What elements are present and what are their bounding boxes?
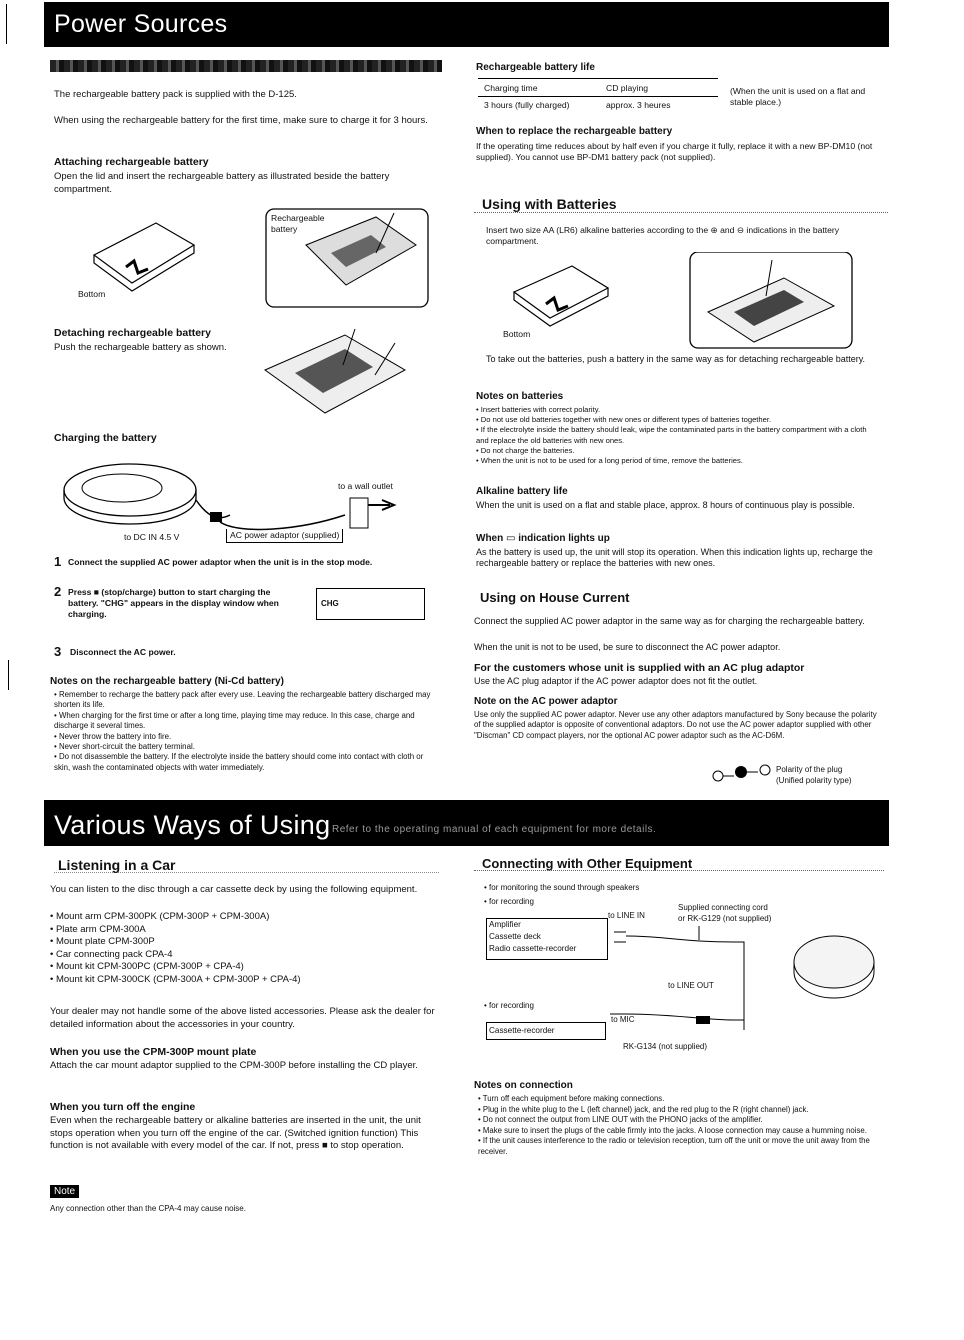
table-rule-top bbox=[478, 78, 718, 79]
list-item: • Do not connect the output from LINE OUT with the PHONO jacks of the amplifier. bbox=[478, 1115, 878, 1126]
connect-bullet-monitoring-text: for monitoring the sound through speakers bbox=[489, 883, 640, 892]
replace-heading: When to replace the rechargeable battery bbox=[476, 126, 673, 137]
ac-note-text: Use only the supplied AC power adaptor. Never use any other adaptors manufactured by Sony because the polarity of the supplied adaptor is opposite of conventional adaptors. Do not use the AC power adaptor supplied with other "Discman" CD compact players, nor the optional AC power adaptor such as the AC-D6M. bbox=[474, 710, 877, 740]
list-item: • Plate arm CPM-300A bbox=[50, 924, 440, 937]
label-supplied-cord: Supplied connecting cord bbox=[678, 903, 768, 912]
engine-text: Even when the rechargeable battery or alkaline batteries are inserted in the unit, the unit stops operation when you turn off the engine of the car. (Switched ignition function) This function is not available with every model of the car. If not, press ■ to stop operation. bbox=[50, 1115, 421, 1151]
list-item: • Remember to recharge the battery pack after every use. Leaving the rechargeable battery discharged may shorten its life. bbox=[54, 690, 432, 711]
replace-text: If the operating time reduces about by half even if you charge it fully, replace it with a new BP-DM10 (not supplied). You cannot use BP-DM1 battery pack (not supplied). bbox=[476, 141, 873, 162]
connect-bullet-recording-2: • for recording bbox=[484, 1001, 534, 1010]
engine-heading: When you turn off the engine bbox=[50, 1101, 196, 1113]
notes-connection-list bbox=[478, 1094, 878, 1158]
batteries-illustration bbox=[504, 252, 860, 352]
indication-text: As the battery is used up, the unit will stop its operation. When this indication lights up, recharge the rechargeable battery or replace the batteries with new ones. bbox=[476, 547, 873, 568]
battery-life-note: (When the unit is used on a flat and stable place.) bbox=[730, 86, 866, 107]
list-item: • If the electrolyte inside the battery should leak, wipe the contaminated parts in the battery compartment with a cloth and replace the old batteries with new ones. bbox=[476, 425, 880, 445]
display-window bbox=[316, 588, 425, 620]
amp-item: Cassette deck bbox=[489, 932, 541, 941]
intro-text-1: The rechargeable battery pack is supplied with the D-125. bbox=[54, 89, 297, 100]
connect-bullet-monitoring: • for monitoring the sound through speakers bbox=[484, 883, 640, 892]
step1-text: Connect the supplied AC power adaptor when the unit is in the stop mode. bbox=[68, 557, 373, 567]
label-bottom: Bottom bbox=[78, 289, 106, 299]
detaching-heading: Detaching rechargeable battery bbox=[54, 327, 211, 339]
left-margin-mark bbox=[6, 4, 7, 44]
amp-item: Amplifier bbox=[489, 920, 521, 929]
label-rechargeable-battery: Rechargeable battery bbox=[271, 213, 325, 234]
table-val-playing: approx. 3 heures bbox=[606, 100, 671, 110]
amplifier-box bbox=[486, 918, 608, 960]
detaching-text: Push the rechargeable battery as shown. bbox=[54, 342, 227, 353]
connect-bullet-recording-text: for recording bbox=[489, 897, 534, 906]
list-item: • If the unit causes interference to the radio or television reception, turn off the unit or move the unit away from the receiver. bbox=[478, 1136, 878, 1157]
ac-note-heading: Note on the AC power adaptor bbox=[474, 696, 618, 707]
connecting-heading: Connecting with Other Equipment bbox=[482, 856, 693, 871]
label-to-mic: to MIC bbox=[611, 1015, 635, 1024]
indication-heading: When ▭ indication lights up bbox=[476, 533, 610, 544]
list-item: • Do not use old batteries together with new ones or different types of batteries together. bbox=[476, 415, 880, 425]
remove-batteries-text: To take out the batteries, push a battery in the same way as for detaching rechargeable battery. bbox=[486, 354, 866, 364]
notes-batteries-heading: Notes on batteries bbox=[476, 391, 564, 402]
house-current-heading: Using on House Current bbox=[480, 590, 630, 605]
list-item: • Make sure to insert the plugs of the cable firmly into the jacks. A loose connection may cause a humming noise. bbox=[478, 1126, 878, 1137]
list-item: • Mount kit CPM-300CK (CPM-300A + CPM-300P + CPA-4) bbox=[50, 974, 440, 987]
label-to-line-in: to LINE IN bbox=[608, 911, 645, 920]
car-dealer-text: Your dealer may not handle some of the above listed accessories. Please ask the dealer for detailed information about the accessories in your country. bbox=[50, 1006, 435, 1030]
batteries-text: Insert two size AA (LR6) alkaline batteries according to the ⊕ and ⊖ indications in the battery compartment. bbox=[486, 225, 840, 246]
house-text-2: When the unit is not to be used, be sure to disconnect the AC power adaptor. bbox=[474, 642, 781, 652]
table-col-cd-playing: CD playing bbox=[606, 83, 649, 93]
customers-heading: For the customers whose unit is supplied with an AC plug adaptor bbox=[474, 662, 805, 674]
polarity-icon bbox=[708, 756, 774, 786]
display-chg: CHG bbox=[321, 599, 339, 608]
list-item: • Mount arm CPM-300PK (CPM-300P + CPM-300A) bbox=[50, 911, 440, 924]
car-note-text: Any connection other than the CPA-4 may cause noise. bbox=[50, 1204, 246, 1213]
label-rk-g134: RK-G134 (not supplied) bbox=[623, 1042, 708, 1051]
step3-number: 3 bbox=[54, 644, 62, 659]
label-ac-adaptor: AC power adaptor (supplied) bbox=[226, 529, 343, 543]
label-bottom-batteries: Bottom bbox=[503, 329, 531, 339]
list-item: • Do not disassemble the battery. If the electrolyte inside the battery should come into contact with cloth or skin, wash the contaminated objects with water immediately. bbox=[54, 752, 432, 773]
alkaline-text: When the unit is used on a flat and stable place, approx. 8 hours of continuous play is possible. bbox=[476, 500, 855, 510]
step2-text: Press ■ (stop/charge) button to start charging the battery. "CHG" appears in the display window when charging. bbox=[68, 587, 279, 619]
attaching-battery-illustration bbox=[76, 205, 432, 311]
list-item: • Car connecting pack CPA-4 bbox=[50, 949, 440, 962]
house-text-1: Connect the supplied AC power adaptor in the same way as for charging the rechargeable battery. bbox=[474, 616, 865, 626]
list-item: • Do not charge the batteries. bbox=[476, 446, 880, 456]
label-to-line-out: to LINE OUT bbox=[668, 981, 714, 990]
power-sources-title: Power Sources bbox=[54, 10, 228, 38]
charging-heading: Charging the battery bbox=[54, 432, 157, 444]
list-item: • Turn off each equipment before making connections. bbox=[478, 1094, 878, 1105]
label-rk-g129: or RK-G129 (not supplied) bbox=[678, 914, 772, 923]
notes-connection-heading: Notes on connection bbox=[474, 1080, 573, 1091]
section-band-decoration bbox=[50, 60, 442, 72]
mount-plate-heading: When you use the CPM-300P mount plate bbox=[50, 1046, 257, 1058]
detaching-battery-illustration bbox=[255, 325, 415, 420]
label-dc-in: to DC IN 4.5 V bbox=[124, 532, 180, 542]
car-heading: Listening in a Car bbox=[58, 857, 176, 873]
battery-life-heading: Rechargeable battery life bbox=[476, 62, 595, 73]
list-item: • Insert batteries with correct polarity. bbox=[476, 405, 880, 415]
polarity-label: Polarity of the plug bbox=[776, 765, 843, 774]
customers-text: Use the AC plug adaptor if the AC power adaptor does not fit the outlet. bbox=[474, 676, 758, 686]
cassette-recorder-box: Cassette-recorder bbox=[486, 1022, 606, 1040]
connect-bullet-recording: • for recording bbox=[484, 897, 534, 906]
various-ways-header bbox=[44, 800, 889, 846]
various-ways-subtitle: Refer to the operating manual of each equipment for more details. bbox=[332, 824, 657, 835]
list-item: • Plug in the white plug to the L (left channel) jack, and the red plug to the R (right channel) jack. bbox=[478, 1105, 878, 1116]
various-ways-title: Various Ways of Using bbox=[54, 810, 331, 840]
list-item: • When charging for the first time or after a long time, playing time may reduce. In this case, charge and discharge it several times. bbox=[54, 711, 432, 732]
notes-nicd-heading: Notes on the rechargeable battery (Ni-Cd battery) bbox=[50, 676, 284, 687]
notes-nicd-list bbox=[54, 690, 432, 773]
notes-batteries-list bbox=[476, 405, 880, 466]
step1-number: 1 bbox=[54, 554, 62, 569]
table-col-charging-time: Charging time bbox=[484, 83, 538, 93]
car-equipment-list bbox=[50, 911, 440, 986]
table-val-charging: 3 hours (fully charged) bbox=[484, 100, 570, 110]
intro-text-2: When using the rechargeable battery for the first time, make sure to charge it for 3 hours. bbox=[54, 115, 428, 126]
label-wall-outlet: to a wall outlet bbox=[338, 481, 393, 491]
left-margin-mark-2 bbox=[8, 660, 9, 690]
list-item: • Mount kit CPM-300PC (CPM-300P + CPA-4) bbox=[50, 961, 440, 974]
list-item: • When the unit is not to be used for a long period of time, remove the batteries. bbox=[476, 456, 880, 466]
list-item: • Never throw the battery into fire. bbox=[54, 732, 432, 742]
mount-plate-text: Attach the car mount adaptor supplied to the CPM-300P before installing the CD player. bbox=[50, 1060, 418, 1071]
connect-bullet-recording-2-text: for recording bbox=[489, 1001, 534, 1010]
batteries-heading: Using with Batteries bbox=[482, 196, 617, 212]
car-intro: You can listen to the disc through a car cassette deck by using the following equipment. bbox=[50, 884, 418, 895]
note-tag: Note bbox=[50, 1185, 79, 1198]
power-sources-header bbox=[44, 2, 889, 47]
attaching-heading: Attaching rechargeable battery bbox=[54, 156, 209, 168]
table-rule-mid bbox=[478, 96, 718, 97]
step3-text: Disconnect the AC power. bbox=[70, 647, 176, 657]
alkaline-heading: Alkaline battery life bbox=[476, 486, 568, 497]
list-item: • Mount plate CPM-300P bbox=[50, 936, 440, 949]
list-item: • Never short-circuit the battery terminal. bbox=[54, 742, 432, 752]
polarity-label-2: (Unified polarity type) bbox=[776, 776, 852, 785]
connection-diagram bbox=[604, 920, 884, 1050]
step2-number: 2 bbox=[54, 584, 62, 599]
attaching-text: Open the lid and insert the rechargeable battery as illustrated beside the battery compartment. bbox=[54, 171, 390, 195]
amp-item: Radio cassette-recorder bbox=[489, 944, 577, 953]
